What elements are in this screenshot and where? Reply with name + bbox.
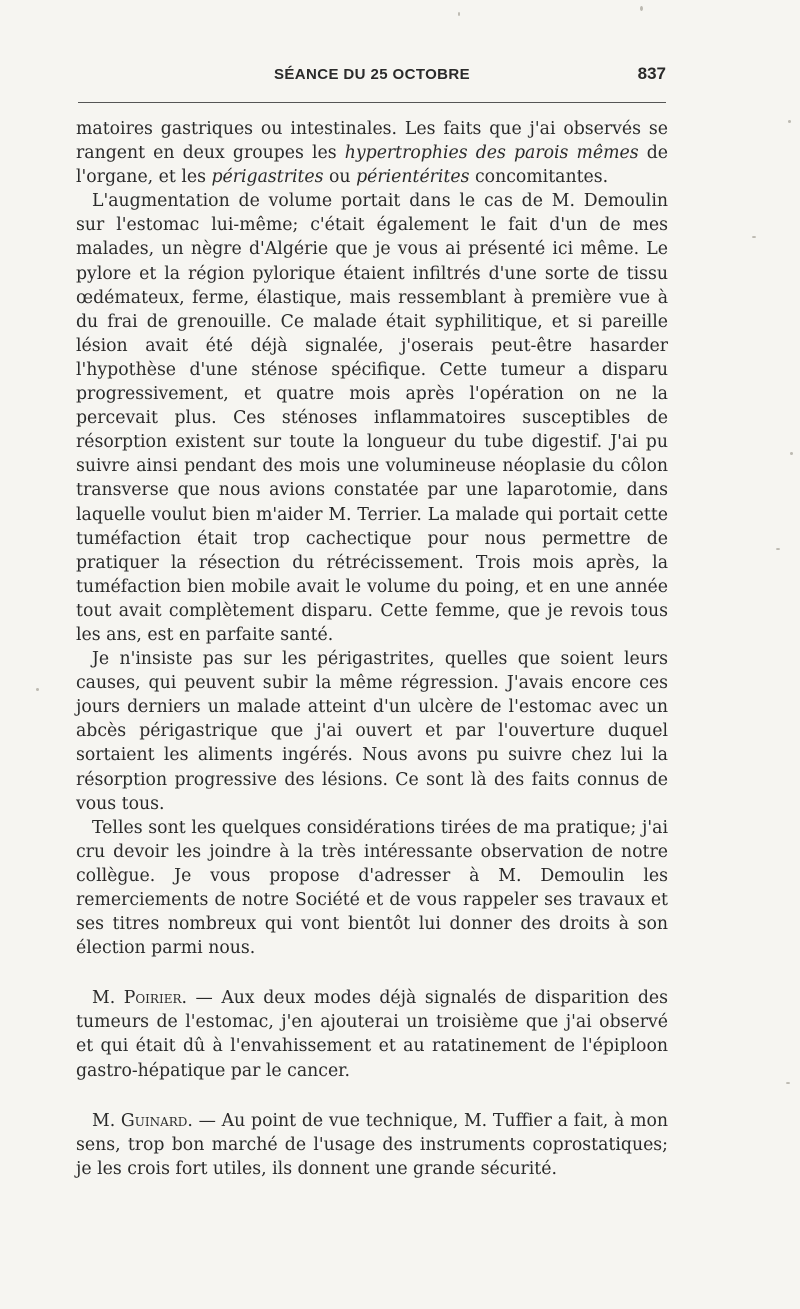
text-run: de l'organe, et les [76,143,668,188]
speck [788,120,791,123]
speck [752,236,756,238]
italic-term: périgastrites [211,167,324,188]
speck [776,548,780,550]
italic-term: périentérites [356,167,470,188]
italic-term: hypertrophies des parois mêmes [344,143,639,164]
paragraph-perigastrites: Je n'insiste pas sur les périgastrites, quelles que soient leurs causes, qui peuvent subir la même régression. J'avais encore ces jours derniers un malade atteint d'un ulcère de l'estomac avec un abcès périgastrique que j'ai ouvert et par l'ouverture duquel sortaient les aliments ingérés. Nous avons pu suivre chez lui la résorption progressive des lésions. Ce sont là des faits connus de vous tous. [76,649,668,814]
page-header [78,60,666,94]
intervention-text: — Au point de vue technique, M. Tuffier a fait, à mon sens, trop bon marché de l'usage des instruments coprostatiques; je les crois fort utiles, ils donnent une grande sécurité. [76,1110,668,1179]
section-gap [76,960,668,986]
paragraph-volume: L'augmentation de volume portait dans le cas de M. Demoulin sur l'estomac lui-même; c'était également le fait d'un de mes malades, un nègre d'Algérie que je vous ai présenté ici même. Le pylore et la région pylorique étaient infiltrés d'une sorte de tissu œdémateux, ferme, élastique, mais ressemblant à première vue à du frai de grenouille. Ce malade était syphilitique, et si pareille lésion avait été déjà signalée, j'oserais peut-être hasarder l'hypothèse d'une sténose spécifique. Cette tumeur a disparu progressivement, et quatre mois après l'opération on ne la percevait plus. Ces sténoses inflammatoires susceptibles de résorption existent sur toute la longueur du tube digestif. J'ai pu suivre ainsi pendant des mois une volumineuse néoplasie du côlon transverse que nous avions constatée par une laparotomie, dans laquelle voulut bien m'aider M. Terrier. La malade qui portait cette tuméfaction était trop cachectique pour nous permettre de pratiquer la résection du rétrécissement. Trois mois après, la tuméfaction bien mobile avait le volume du poing, et en une année tout avait complètement disparu. Cette femme, que je revois tous les ans, est en parfaite santé. [76,191,668,645]
running-title: SÉANCE DU 25 OCTOBRE [273,66,471,83]
text-run: concomitantes. [469,167,609,188]
paragraph-continuation [76,117,668,189]
intervention-poirier [76,986,668,1082]
speaker-name: M. Poirier. [92,988,187,1009]
speck [640,6,643,11]
header-rule [78,102,666,103]
speaker-name: M. Guinard. [92,1110,193,1131]
speck [36,688,39,691]
paragraph-conclusion: Telles sont les quelques considérations tirées de ma pratique; j'ai cru devoir les joindre à la très intéressante observation de notre collègue. Je vous propose d'adresser à M. Demoulin les remerciements de notre Société et de vous rappeler ses travaux et ses titres nombreux qui vont bientôt lui donner des droits à son élection parmi nous. [76,817,668,959]
speck [458,12,460,16]
text-run: ou [323,167,357,188]
section-gap [76,1083,668,1109]
intervention-text: — Aux deux modes déjà signalés de disparition des tumeurs de l'estomac, j'en ajouterai un troisième que j'ai observé et qui était dû à l'envahissement et au ratatinement de l'épiploon gastro-hépatique par le cancer. [76,988,668,1081]
page-body [76,117,668,1181]
text-run: matoires gastriques ou intestinales. Les faits que j'ai observés se rangent en deux groupes les [76,119,668,164]
intervention-guinard [76,1109,668,1181]
speck [786,1082,790,1084]
speck [790,452,793,455]
page-number: 837 [637,64,666,83]
